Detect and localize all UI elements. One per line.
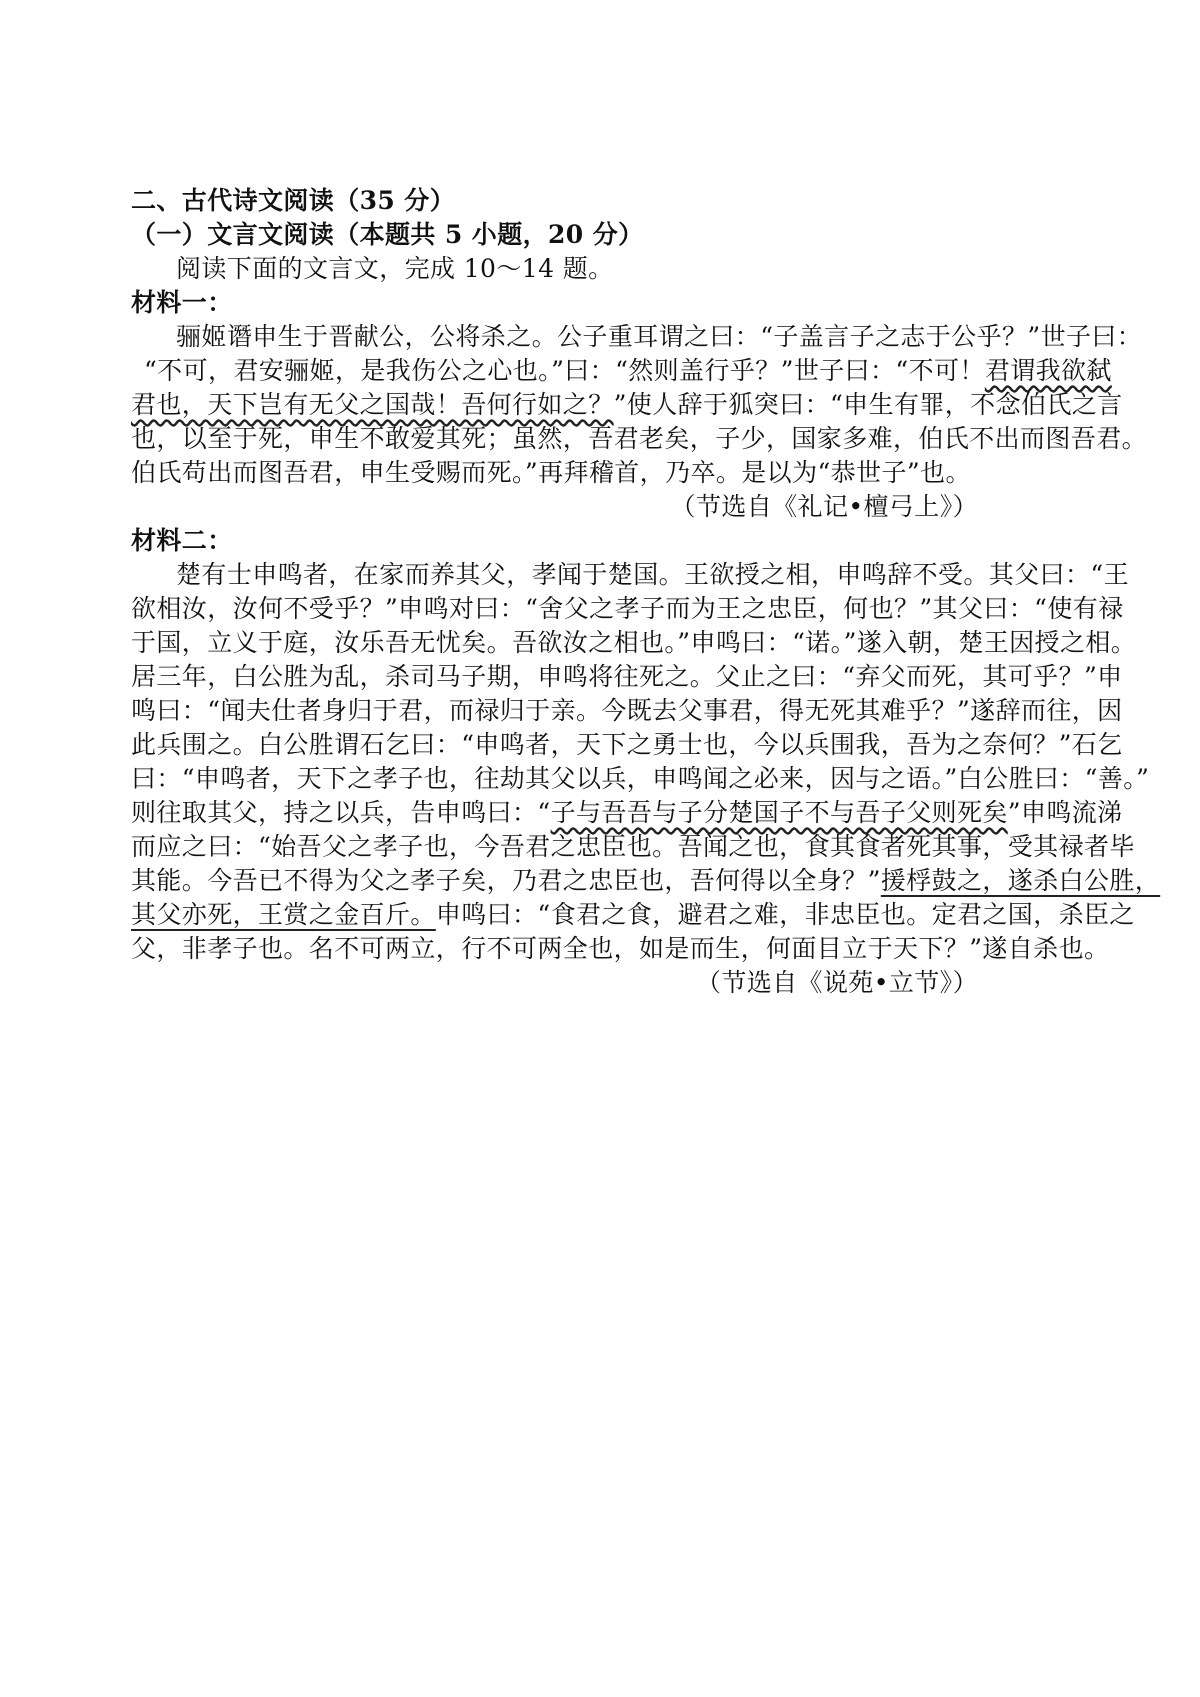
straight-underline: 其父亦死，王赏之金百斤。 bbox=[131, 900, 436, 929]
straight-underline: 援桴鼓之，遂杀白公胜， bbox=[880, 866, 1161, 895]
material2-line: 其父亦死，王赏之金百斤。申鸣曰：“食君之食，避君之难，非忠臣也。定君之国，杀臣之 bbox=[131, 900, 1135, 929]
material1-line: 也，以至于死，申生不敢爱其死；虽然，吾君老矣，子少，国家多难，伯氏不出而图吾君。 bbox=[131, 424, 1148, 453]
material2-line: 而应之曰：“始吾父之孝子也，今吾君之忠臣也。吾闻之也，食其食者死其事，受其禄者毕 bbox=[131, 832, 1135, 861]
material2-line: 父，非孝子也。名不可两立，行不可两全也，如是而生，何面目立于天下？”遂自杀也。 bbox=[131, 934, 1110, 963]
material2-line: 鸣曰：“闻夫仕者身归于君，而禄归于亲。今既去父事君，得无死其难乎？”遂辞而往，因 bbox=[131, 696, 1123, 725]
material2-line: 此兵围之。白公胜谓石乞曰：“申鸣者，天下之勇士也，今以兵围我，吾为之奈何？”石乞 bbox=[131, 730, 1123, 759]
material1-line: “不可，君安骊姬，是我伤公之心也。”曰：“然则盖行乎？”世子曰：“不可！君谓我欲弑 bbox=[144, 356, 1112, 385]
material2-source: （节选自《说苑•立节》） bbox=[695, 968, 978, 997]
material2-line: 欲相汝，汝何不受乎？”申鸣对曰：“舍父之孝子而为王之忠臣，何也？”其父曰：“使有禄 bbox=[131, 594, 1124, 623]
section-subtitle: （一）文言文阅读（本题共 5 小题，20 分） bbox=[131, 220, 644, 249]
material2-line: 居三年，白公胜为乱，杀司马子期，申鸣将往死之。父止之曰：“弃父而死，其可乎？”申 bbox=[131, 662, 1123, 691]
material2-line: 于国，立义于庭，汝乐吾无忧矣。吾欲汝之相也。”申鸣曰：“诺。”遂入朝，楚王因授之相。 bbox=[131, 628, 1137, 657]
material1-source: （节选自《礼记•檀弓上》） bbox=[670, 492, 978, 521]
material1-line: 骊姬谮申生于晋献公，公将杀之。公子重耳谓之曰：“子盖言子之志于公乎？”世子曰： bbox=[176, 322, 1143, 351]
material2-line: 其能。今吾已不得为父之孝子矣，乃君之忠臣也，吾何得以全身？”援桴鼓之，遂杀白公胜， bbox=[131, 866, 1161, 895]
wavy-underline: 子与吾吾与子分楚国子不与吾子父则死矣 bbox=[550, 798, 1008, 827]
material2-line: 楚有士申鸣者，在家而养其父，孝闻于楚国。王欲授之相，申鸣辞不受。其父曰：“王 bbox=[176, 560, 1129, 589]
material2-line: 则往取其父，持之以兵，告申鸣曰：“子与吾吾与子分楚国子不与吾子父则死矣”申鸣流涕 bbox=[131, 798, 1123, 827]
section-title: 二、古代诗文阅读（35 分） bbox=[131, 186, 456, 215]
material2-label: 材料二： bbox=[131, 526, 233, 555]
material2-line: 曰：“申鸣者，天下之孝子也，往劫其父以兵，申鸣闻之必来，因与之语。”白公胜曰：“善。” bbox=[131, 764, 1150, 793]
material1-line: 君也，天下岂有无父之国哉！吾何行如之？”使人辞于狐突曰：“申生有罪，不念伯氏之言 bbox=[131, 390, 1123, 419]
wavy-underline: 君也，天下岂有无父之国哉！吾何行如之？ bbox=[131, 390, 614, 419]
material1-line: 伯氏苟出而图吾君，申生受赐而死。”再拜稽首，乃卒。是以为“恭世子”也。 bbox=[131, 458, 971, 487]
section-instruction: 阅读下面的文言文，完成 10～14 题。 bbox=[176, 254, 614, 283]
material1-label: 材料一： bbox=[131, 288, 233, 317]
wavy-underline: 君谓我欲弑 bbox=[984, 356, 1112, 385]
